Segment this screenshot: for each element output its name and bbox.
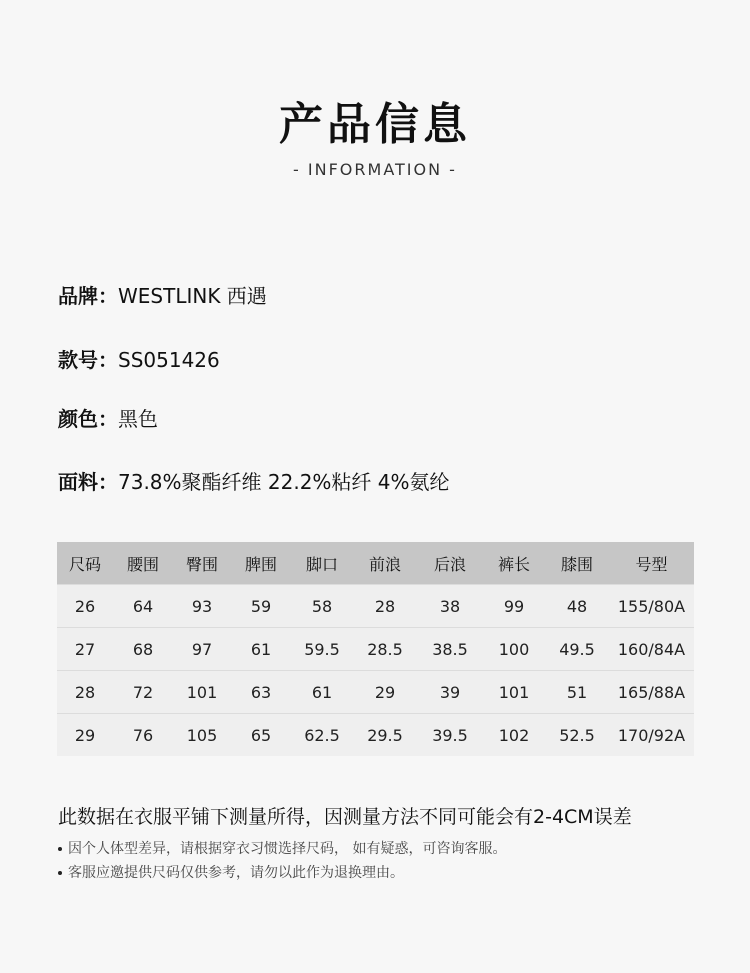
table-cell: 72 [113, 671, 173, 714]
table-cell: 29.5 [353, 714, 417, 757]
note-item [58, 862, 404, 882]
table-cell: 102 [483, 714, 545, 757]
info-value: 73.8%聚酯纤维 22.2%粘纤 4%氨纶 [118, 470, 450, 494]
page-title: 产品信息 [279, 99, 471, 150]
table-header-row [57, 542, 694, 585]
table-cell: 59.5 [291, 628, 353, 671]
table-cell: 99 [483, 585, 545, 628]
column-header: 脾围 [231, 542, 291, 585]
table-cell: 59 [231, 585, 291, 628]
bullet-icon [58, 871, 62, 875]
table-cell: 28.5 [353, 628, 417, 671]
info-label: 款号： [58, 348, 118, 372]
table-cell: 63 [231, 671, 291, 714]
table-cell: 62.5 [291, 714, 353, 757]
table-cell: 93 [173, 585, 231, 628]
table-cell: 61 [231, 628, 291, 671]
column-header: 膝围 [545, 542, 609, 585]
info-label: 颜色： [58, 407, 118, 431]
info-color [58, 403, 158, 432]
table-cell: 28 [57, 671, 113, 714]
info-value: SS051426 [118, 348, 220, 372]
column-header: 尺码 [57, 542, 113, 585]
column-header: 腰围 [113, 542, 173, 585]
table-cell: 101 [173, 671, 231, 714]
note-item-text: 客服应邀提供尺码仅供参考，请勿以此作为退换理由。 [68, 865, 404, 881]
column-header: 后浪 [417, 542, 483, 585]
table-cell: 58 [291, 585, 353, 628]
table-cell: 97 [173, 628, 231, 671]
table-cell: 51 [545, 671, 609, 714]
table-row [57, 585, 694, 628]
table-cell: 48 [545, 585, 609, 628]
info-style-number [58, 344, 220, 373]
measurement-note: 此数据在衣服平铺下测量所得，因测量方法不同可能会有2-4CM误差 [58, 806, 632, 828]
table-cell: 39 [417, 671, 483, 714]
table-cell: 65 [231, 714, 291, 757]
table-cell: 38.5 [417, 628, 483, 671]
table-cell: 105 [173, 714, 231, 757]
table-cell: 61 [291, 671, 353, 714]
table-cell: 49.5 [545, 628, 609, 671]
note-item [58, 838, 506, 858]
table-row [57, 628, 694, 671]
column-header: 臀围 [173, 542, 231, 585]
page-subtitle: - INFORMATION - [293, 160, 457, 179]
info-label: 品牌： [58, 284, 118, 308]
info-brand [58, 280, 267, 309]
size-table [57, 542, 694, 756]
column-header: 号型 [609, 542, 694, 585]
table-cell: 38 [417, 585, 483, 628]
table-cell: 52.5 [545, 714, 609, 757]
table-cell: 160/84A [609, 628, 694, 671]
table-cell: 170/92A [609, 714, 694, 757]
table-cell: 26 [57, 585, 113, 628]
table-cell: 27 [57, 628, 113, 671]
table-cell: 29 [353, 671, 417, 714]
table-cell: 76 [113, 714, 173, 757]
info-value: WESTLINK 西遇 [118, 284, 267, 308]
table-cell: 100 [483, 628, 545, 671]
table-cell: 29 [57, 714, 113, 757]
table-row [57, 671, 694, 714]
column-header: 裤长 [483, 542, 545, 585]
table-cell: 101 [483, 671, 545, 714]
table-cell: 28 [353, 585, 417, 628]
table-cell: 155/80A [609, 585, 694, 628]
note-item-text: 因个人体型差异，请根据穿衣习惯选择尺码， 如有疑惑，可咨询客服。 [68, 841, 507, 857]
column-header: 脚口 [291, 542, 353, 585]
table-row [57, 714, 694, 757]
table-cell: 39.5 [417, 714, 483, 757]
info-fabric [58, 466, 450, 495]
table-cell: 68 [113, 628, 173, 671]
table-cell: 165/88A [609, 671, 694, 714]
info-value: 黑色 [118, 407, 158, 431]
info-label: 面料： [58, 470, 118, 494]
column-header: 前浪 [353, 542, 417, 585]
bullet-icon [58, 847, 62, 851]
table-cell: 64 [113, 585, 173, 628]
